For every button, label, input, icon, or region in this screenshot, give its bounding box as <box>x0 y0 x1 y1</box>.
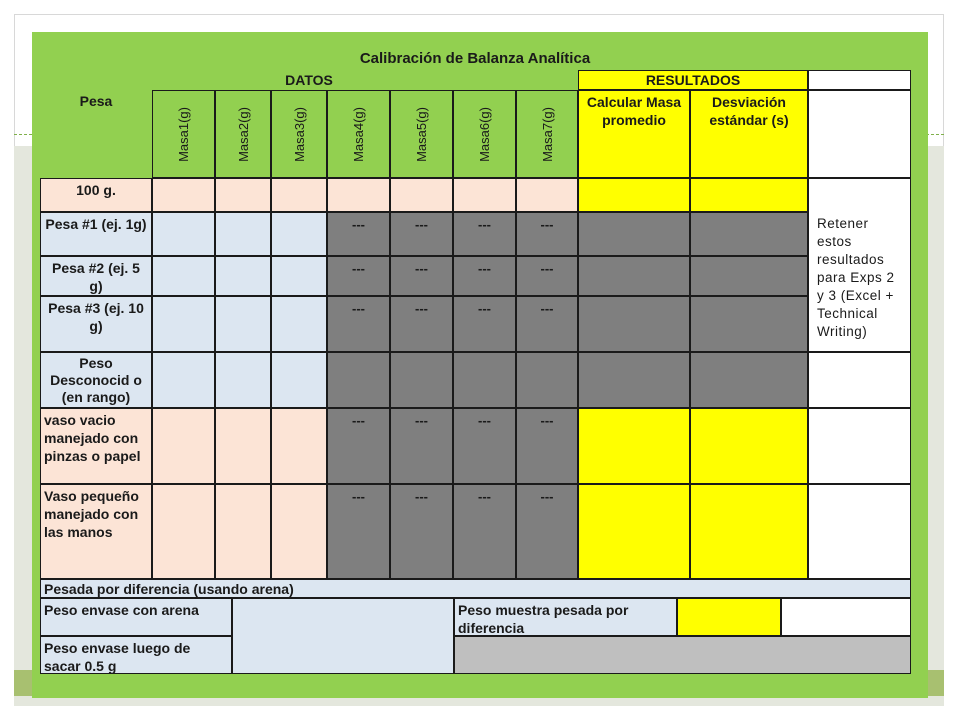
row-label-pesa1: Pesa #1 (ej. 1g) <box>40 212 152 256</box>
cell-vaso-pequeno-promedio[interactable] <box>578 484 690 579</box>
cell-pesa1-masa5-dash: --- <box>390 212 453 256</box>
datos-header: DATOS <box>40 70 578 90</box>
cell-pesa3-desviacion <box>690 296 808 352</box>
cell-muestra-extra[interactable] <box>781 598 911 636</box>
cell-100g-masa6[interactable] <box>453 178 516 212</box>
label-muestra-diferencia: Peso muestra pesada por diferencia <box>454 598 677 636</box>
masa2-header: Masa2(g) <box>215 90 271 178</box>
cell-desconocido-masa5 <box>390 352 453 408</box>
cell-vaso-pequeno-masa3[interactable] <box>271 484 327 579</box>
cell-vaso-vacio-masa1[interactable] <box>152 408 215 484</box>
cell-desconocido-masa1[interactable] <box>152 352 215 408</box>
cell-desconocido-masa2[interactable] <box>215 352 271 408</box>
cell-vaso-vacio-promedio[interactable] <box>578 408 690 484</box>
cell-pesa2-masa2[interactable] <box>215 256 271 296</box>
cell-vaso-vacio-masa6-dash: --- <box>453 408 516 484</box>
cell-pesa2-masa5-dash: --- <box>390 256 453 296</box>
label-envase-luego: Peso envase luego de sacar 0.5 g <box>40 636 232 674</box>
row-label-pesa3: Pesa #3 (ej. 10 g) <box>40 296 152 352</box>
cell-vaso-vacio-extra[interactable] <box>808 408 911 484</box>
masa6-header: Masa6(g) <box>453 90 516 178</box>
masa3-header: Masa3(g) <box>271 90 327 178</box>
cell-muestra-resultado[interactable] <box>677 598 781 636</box>
masa1-header: Masa1(g) <box>152 90 215 178</box>
cell-desconocido-promedio <box>578 352 690 408</box>
diferencia-header: Pesada por diferencia (usando arena) <box>40 579 911 598</box>
cell-desconocido-masa3[interactable] <box>271 352 327 408</box>
masa7-header: Masa7(g) <box>516 90 578 178</box>
cell-vaso-pequeno-masa4-dash: --- <box>327 484 390 579</box>
cell-vaso-vacio-masa5-dash: --- <box>390 408 453 484</box>
cell-desconocido-extra[interactable] <box>808 352 911 408</box>
cell-pesa1-desviacion <box>690 212 808 256</box>
table-title: Calibración de Balanza Analítica <box>359 50 591 67</box>
cell-pesa1-masa7-dash: --- <box>516 212 578 256</box>
input-envase-values[interactable] <box>232 598 454 674</box>
cell-vaso-vacio-masa7-dash: --- <box>516 408 578 484</box>
retain-results-note: Retener estos resultados para Exps 2 y 3 (Excel + Technical Writing) <box>808 178 911 352</box>
cell-desconocido-masa6 <box>453 352 516 408</box>
cell-100g-masa4[interactable] <box>327 178 390 212</box>
blank-header-cell[interactable] <box>808 70 911 90</box>
cell-pesa3-masa1[interactable] <box>152 296 215 352</box>
cell-pesa2-masa4-dash: --- <box>327 256 390 296</box>
masa4-header: Masa4(g) <box>327 90 390 178</box>
cell-vaso-vacio-desviacion[interactable] <box>690 408 808 484</box>
cell-100g-masa2[interactable] <box>215 178 271 212</box>
cell-vaso-vacio-masa3[interactable] <box>271 408 327 484</box>
cell-vaso-vacio-masa4-dash: --- <box>327 408 390 484</box>
cell-pesa3-promedio <box>578 296 690 352</box>
cell-vaso-pequeno-desviacion[interactable] <box>690 484 808 579</box>
cell-desconocido-masa7 <box>516 352 578 408</box>
cell-vaso-vacio-masa2[interactable] <box>215 408 271 484</box>
cell-100g-masa3[interactable] <box>271 178 327 212</box>
cell-vaso-pequeno-masa7-dash: --- <box>516 484 578 579</box>
cell-pesa3-masa4-dash: --- <box>327 296 390 352</box>
cell-vaso-pequeno-masa2[interactable] <box>215 484 271 579</box>
cell-pesa1-masa3[interactable] <box>271 212 327 256</box>
row-label-vaso-vacio: vaso vacio manejado con pinzas o papel <box>40 408 152 484</box>
row-label-pesa2: Pesa #2 (ej. 5 g) <box>40 256 152 296</box>
cell-pesa2-masa7-dash: --- <box>516 256 578 296</box>
cell-pesa3-masa2[interactable] <box>215 296 271 352</box>
cell-luego-gray <box>454 636 911 674</box>
cell-pesa1-masa4-dash: --- <box>327 212 390 256</box>
cell-pesa3-masa7-dash: --- <box>516 296 578 352</box>
cell-pesa3-masa5-dash: --- <box>390 296 453 352</box>
cell-pesa3-masa6-dash: --- <box>453 296 516 352</box>
cell-100g-masa7[interactable] <box>516 178 578 212</box>
label-envase-con-arena: Peso envase con arena <box>40 598 232 636</box>
row-label-100g: 100 g. <box>40 178 152 212</box>
row-label-vaso-pequeno: Vaso pequeño manejado con las manos <box>40 484 152 579</box>
cell-pesa1-promedio <box>578 212 690 256</box>
cell-vaso-pequeno-masa6-dash: --- <box>453 484 516 579</box>
calcular-header: Calcular Masa promedio <box>578 90 690 178</box>
cell-pesa1-masa1[interactable] <box>152 212 215 256</box>
masa5-header: Masa5(g) <box>390 90 453 178</box>
cell-pesa2-masa3[interactable] <box>271 256 327 296</box>
cell-vaso-pequeno-masa5-dash: --- <box>390 484 453 579</box>
resultados-header: RESULTADOS <box>578 70 808 90</box>
cell-pesa2-desviacion <box>690 256 808 296</box>
cell-vaso-pequeno-masa1[interactable] <box>152 484 215 579</box>
desviacion-header: Desviación estándar (s) <box>690 90 808 178</box>
cell-desconocido-masa4 <box>327 352 390 408</box>
cell-100g-masa5[interactable] <box>390 178 453 212</box>
cell-vaso-pequeno-extra[interactable] <box>808 484 911 579</box>
pesa-header: Pesa <box>40 90 152 178</box>
cell-pesa1-masa2[interactable] <box>215 212 271 256</box>
blank-col-header[interactable] <box>808 90 911 178</box>
cell-desconocido-desviacion <box>690 352 808 408</box>
cell-pesa2-masa1[interactable] <box>152 256 215 296</box>
row-label-desconocido: Peso Desconocid o (en rango) <box>40 352 152 408</box>
cell-pesa1-masa6-dash: --- <box>453 212 516 256</box>
cell-100g-promedio[interactable] <box>578 178 690 212</box>
cell-100g-masa1[interactable] <box>152 178 215 212</box>
cell-pesa2-promedio <box>578 256 690 296</box>
cell-pesa3-masa3[interactable] <box>271 296 327 352</box>
cell-pesa2-masa6-dash: --- <box>453 256 516 296</box>
cell-100g-desviacion[interactable] <box>690 178 808 212</box>
